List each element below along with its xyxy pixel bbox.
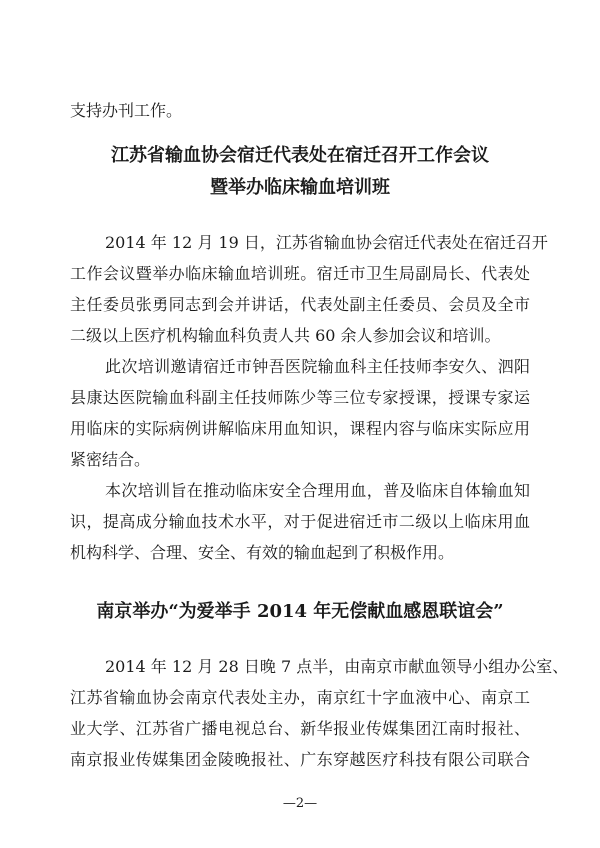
article1-p2-line1: 此次培训邀请宿迁市钟吾医院输血科主任技师李安久、泗阳 — [105, 357, 530, 376]
intro-line: 支持办刊工作。 — [70, 101, 183, 120]
article1-title-line1: 江苏省输血协会宿迁代表处在宿迁召开工作会议 — [111, 145, 489, 166]
article2-p1-line2: 江苏省输血协会南京代表处主办，南京红十字血液中心、南京工 — [70, 688, 530, 707]
article1-title-line2: 暨举办临床输血培训班 — [210, 177, 390, 198]
article1-p3-line2: 识，提高成分输血技术水平，对于促进宿迁市二级以上临床用血 — [70, 512, 530, 531]
page-number: —2— — [282, 796, 318, 811]
article1-p1-line1: 2014 年 12 月 19 日，江苏省输血协会宿迁代表处在宿迁召开 — [105, 233, 548, 252]
article2-title: 南京举办“为爱举手 2014 年无偿献血感恩联谊会” — [96, 601, 504, 622]
article1-p2-line2: 县康达医院输血科副主任技师陈少等三位专家授课，授课专家运 — [70, 388, 530, 407]
article1-p2-line3: 用临床的实际病例讲解临床用血知识，课程内容与临床实际应用 — [70, 419, 530, 438]
article1-p3-line1: 本次培训旨在推动临床安全合理用血，普及临床自体输血知 — [105, 481, 530, 500]
article1-p3-line3: 机构科学、合理、安全、有效的输血起到了积极作用。 — [70, 543, 455, 562]
article1-p1-line3: 主任委员张勇同志到会并讲话，代表处副主任委员、会员及全市 — [70, 295, 530, 314]
article2-p1-line3: 业大学、江苏省广播电视总台、新华报业传媒集团江南时报社、 — [70, 719, 530, 738]
article1-p1-line4: 二级以上医疗机构输血科负责人共 60 余人参加会议和培训。 — [70, 326, 501, 345]
article1-p1-line2: 工作会议暨举办临床输血培训班。宿迁市卫生局副局长、代表处 — [70, 264, 530, 283]
article2-p1-line4: 南京报业传媒集团金陵晚报社、广东穿越医疗科技有限公司联合 — [70, 750, 530, 769]
article2-p1-line1: 2014 年 12 月 28 日晚 7 点半，由南京市献血领导小组办公室、 — [105, 657, 569, 676]
article1-p2-line4: 紧密结合。 — [70, 450, 151, 469]
